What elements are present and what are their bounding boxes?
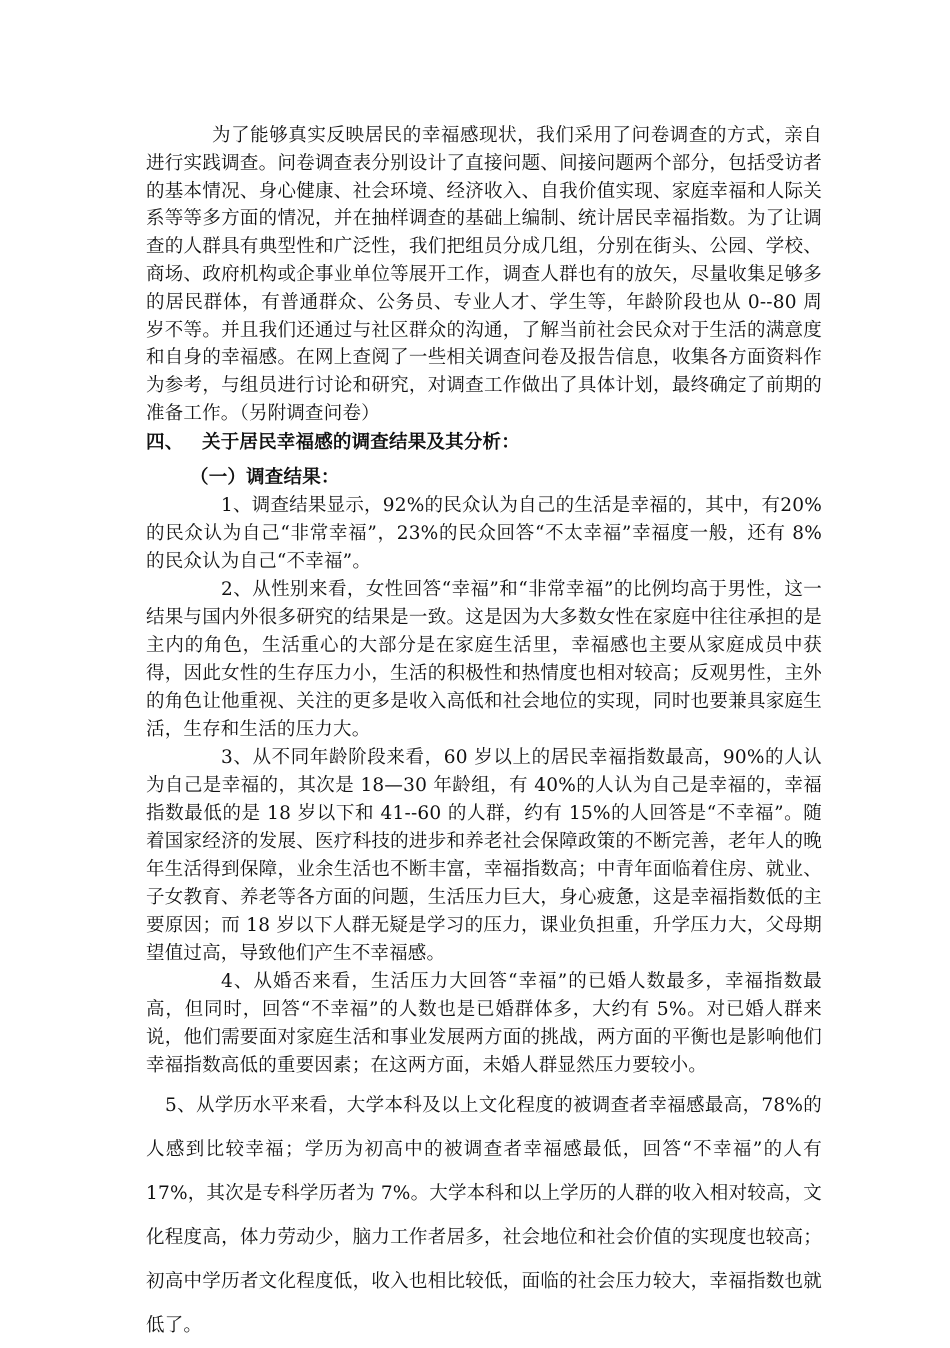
result-paragraph-4: 4、从婚否来看，生活压力大回答“幸福”的已婚人数最多，幸福指数最高，但同时，回答“不幸福”的人数也是已婚群体多，大约有 5%。对已婚人群来说，他们需要面对家庭生活和事业发展两方面的挑战，两方面的平衡也是影响他们幸福指数高低的重要因素；在这两方面，未婚人群显然压力要较小。: [146, 970, 822, 1076]
result-paragraph-5: 5、从学历水平来看，大学本科及以上文化程度的被调查者幸福感最高，78%的人感到比较幸福；学历为初高中的被调查者幸福感最低，回答“不幸福”的人有 17%，其次是专科学历者为 7%。大学本科和以上学历的人群的收入相对较高，文化程度高，体力劳动少，脑力工作者居多，社会地位和社会价值的实现度也较高；初高中学历者文化程度低，收入也相比较低，面临的社会压力较大，幸福指数也就低了。: [146, 1094, 822, 1336]
document-page: [146, 122, 822, 1348]
result-paragraph-3: 3、从不同年龄阶段来看，60 岁以上的居民幸福指数最高，90%的人认为自己是幸福的，其次是 18—30 年龄组，有 40%的人认为自己是幸福的，幸福指数最低的是 18 岁以下和 41--60 的人群，约有 15%的人回答是“不幸福”。随着国家经济的发展、医疗科技的进步和养老社会保障政策的不断完善，老年人的晚年生活得到保障，业余生活也不断丰富，幸福指数高；中青年面临着住房、就业、子女教育、养老等各方面的问题，生活压力巨大，身心疲惫，这是幸福指数低的主要原因；而 18 岁以下人群无疑是学习的压力，课业负担重，升学压力大，父母期望值过高，导致他们产生不幸福感。: [146, 746, 822, 964]
section-four-heading: [146, 429, 822, 457]
section-four-title: 关于居民幸福感的调查结果及其分析：: [202, 431, 520, 453]
result-paragraph-1: 1、调查结果显示，92%的民众认为自己的生活是幸福的，其中，有20%的民众认为自己“非常幸福”，23%的民众回答“不太幸福”幸福度一般，还有 8%的民众认为自己“不幸福”。: [146, 494, 822, 572]
result-paragraph-2: 2、从性别来看，女性回答“幸福”和“非常幸福”的比例均高于男性，这一结果与国内外很多研究的结果是一致。这是因为大多数女性在家庭中往往承担的是主内的角色，生活重心的大部分是在家庭生活里，幸福感也主要从家庭成员中获得，因此女性的生存压力小，生活的积极性和热情度也相对较高；反观男性，主外的角色让他重视、关注的更多是收入高低和社会地位的实现，同时也要兼具家庭生活，生存和生活的压力大。: [146, 578, 822, 740]
intro-paragraph: 为了能够真实反映居民的幸福感现状，我们采用了问卷调查的方式，亲自进行实践调查。问卷调查表分别设计了直接问题、间接问题两个部分，包括受访者的基本情况、身心健康、社会环境、经济收入、自我价值实现、家庭幸福和人际关系等等多方面的情况，并在抽样调查的基础上编制、统计居民幸福指数。为了让调查的人群具有典型性和广泛性，我们把组员分成几组，分别在街头、公园、学校、商场、政府机构或企事业单位等展开工作，调查人群也有的放矢，尽量收集足够多的居民群体，有普通群众、公务员、专业人才、学生等，年龄阶段也从 0--80 周岁不等。并且我们还通过与社区群众的沟通，了解当前社会民众对于生活的满意度和自身的幸福感。在网上查阅了一些相关调查问卷及报告信息，收集各方面资料作为参考，与组员进行讨论和研究，对调查工作做出了具体计划，最终确定了前期的准备工作。（另附调查问卷）: [146, 125, 822, 424]
subsection-one-heading: （一）调查结果：: [190, 466, 340, 488]
section-four-number: 四、: [146, 431, 184, 453]
